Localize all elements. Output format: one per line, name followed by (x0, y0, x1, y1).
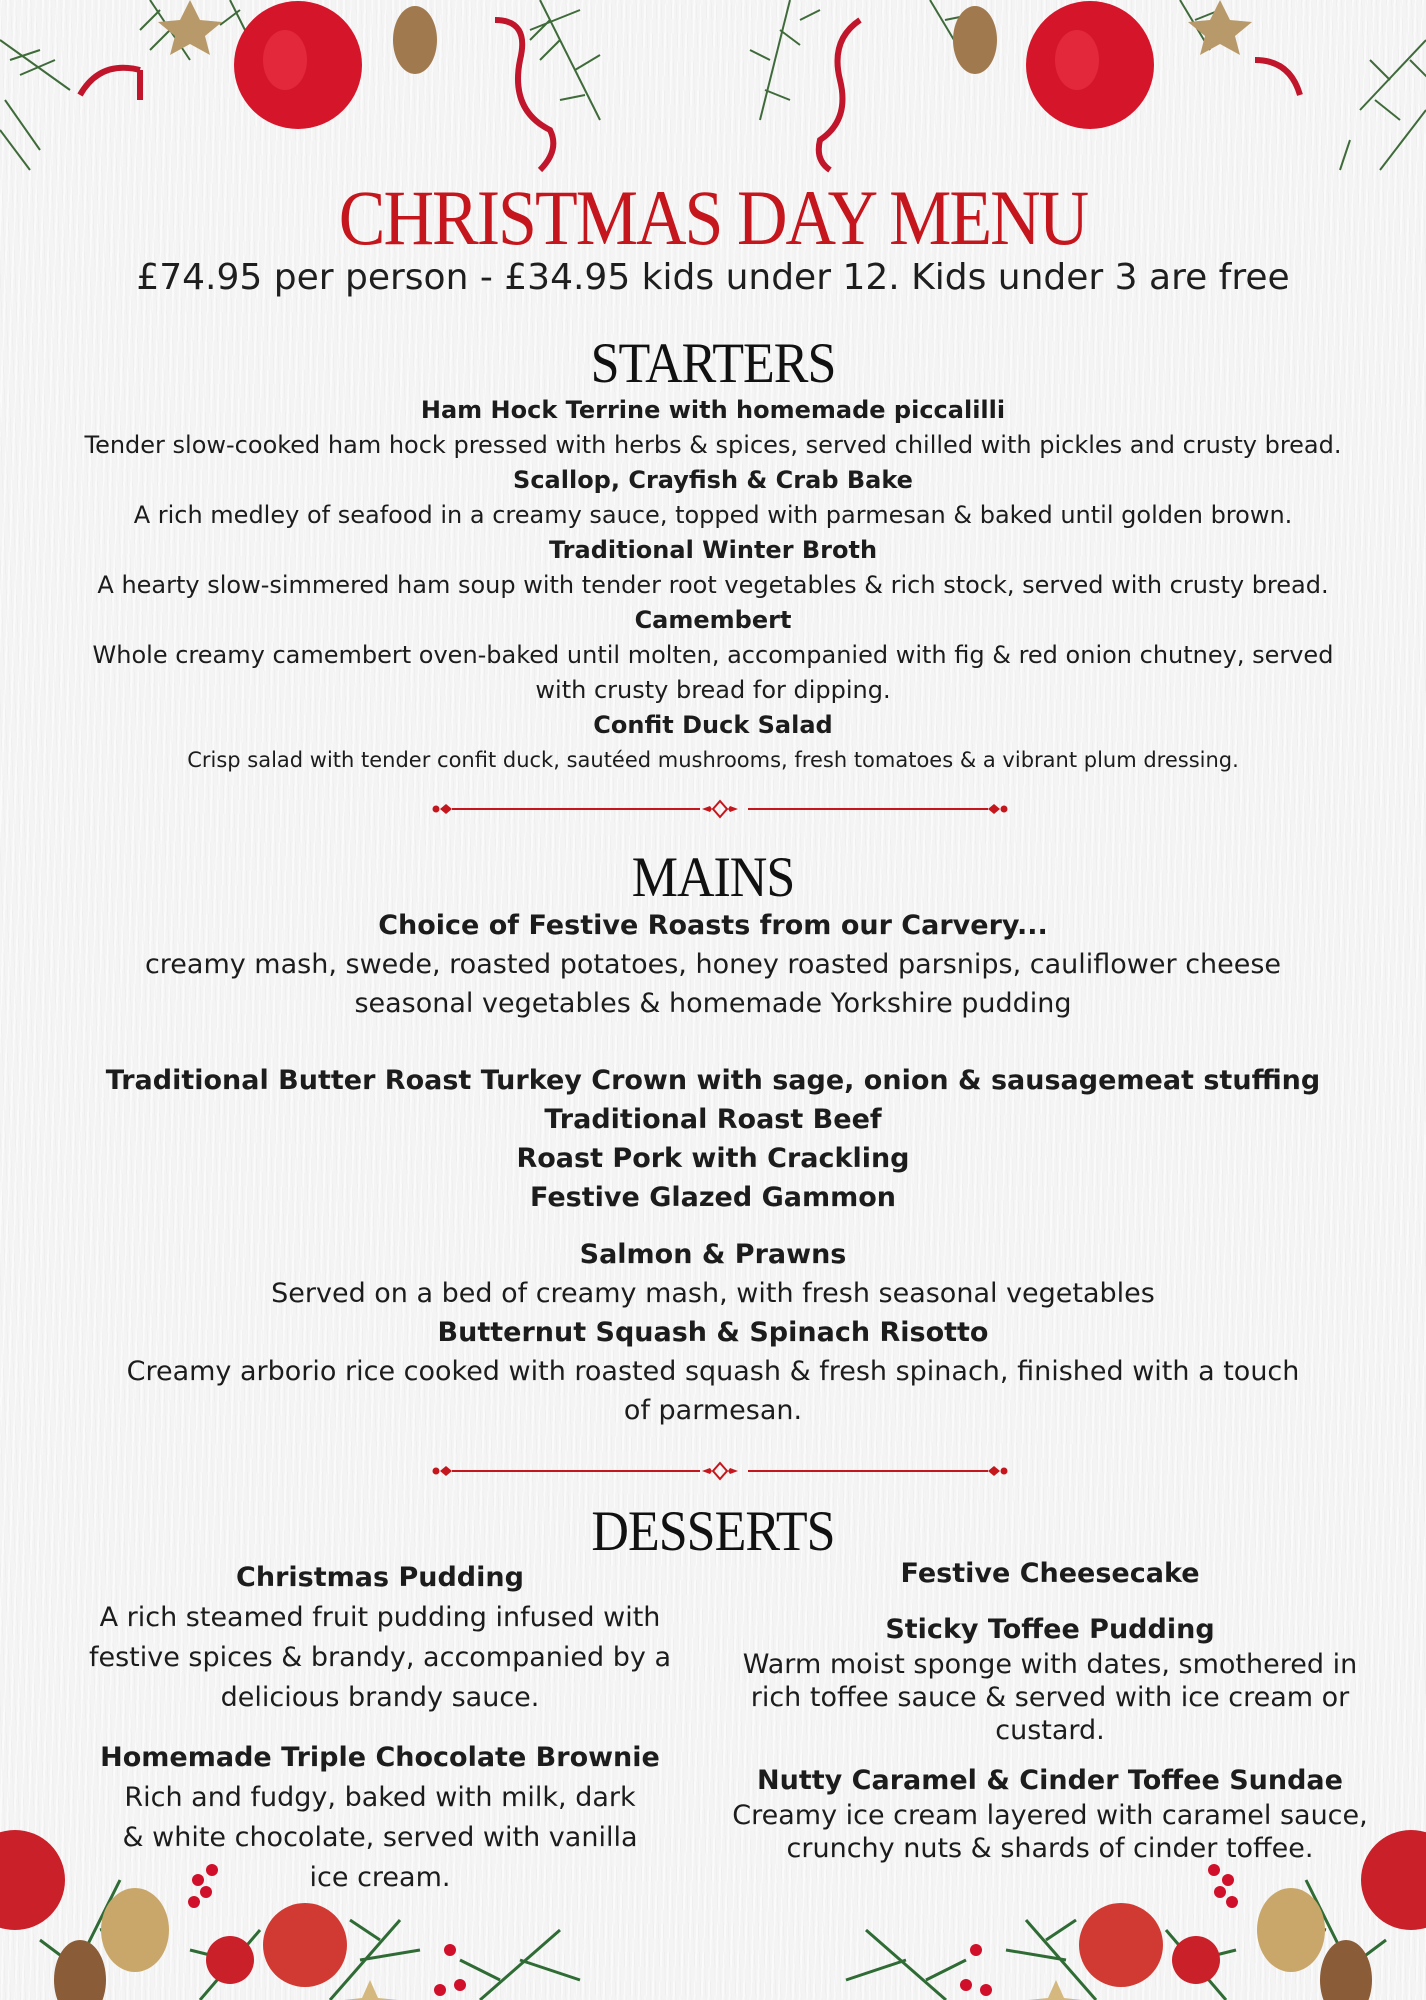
carvery-description-line: seasonal vegetables & homemade Yorkshire pudding (354, 988, 1072, 1019)
main-item (100, 1235, 1326, 1313)
dish-name: Traditional Winter Broth (548, 536, 878, 564)
dish-description: Warm moist sponge with dates, smothered in rich toffee sauce & served with ice cream or custard. (742, 1649, 1358, 1746)
red-bauble-icon (234, 1, 1154, 129)
gold-bauble-icon (1257, 1888, 1325, 1972)
dessert-item (720, 1556, 1380, 1592)
main-item (100, 1313, 1326, 1430)
starter-item (60, 463, 1366, 533)
gold-star-icon (1028, 1980, 1082, 2000)
dish-name: Butternut Squash & Spinach Risotto (437, 1317, 989, 1348)
dish-description: A rich medley of seafood in a creamy sauce, topped with parmesan & baked until golden brown. (133, 501, 1293, 529)
roast-item: Traditional Butter Roast Turkey Crown with sage, onion & sausagemeat stuffing (105, 1065, 1321, 1096)
dish-name: Ham Hock Terrine with homemade piccalilli (420, 396, 1006, 424)
dish-name: Sticky Toffee Pudding (885, 1614, 1215, 1645)
starters-list (0, 393, 1426, 778)
dish-description: Tender slow-cooked ham hock pressed with herbs & spices, served chilled with pickles and crusty bread. (84, 431, 1342, 459)
ornamental-divider (430, 1461, 1010, 1481)
desserts-heading: DESSERTS (591, 1500, 835, 1564)
gold-star-icon (344, 1980, 398, 2000)
dish-description: A hearty slow-simmered ham soup with tender root vegetables & rich stock, served with crusty bread. (97, 571, 1329, 599)
pinecone-icon (393, 6, 997, 74)
carvery-title: Choice of Festive Roasts from our Carvery... (378, 910, 1048, 941)
bottom-left-garland-decoration (0, 1810, 600, 2000)
gold-bauble-icon (101, 1888, 169, 1972)
starters-heading: STARTERS (590, 332, 836, 396)
dish-description: Crisp salad with tender confit duck, sautéed mushrooms, fresh tomatoes & a vibrant plum dressing. (187, 748, 1239, 772)
red-bauble-icon (1079, 1830, 1426, 1987)
dessert-item (50, 1558, 710, 1718)
ornamental-divider (430, 799, 1010, 819)
pinecone-icon (54, 1940, 106, 2000)
dish-description: Whole creamy camembert oven-baked until molten, accompanied with fig & red onion chutney, served with crusty bread for dipping. (92, 641, 1334, 704)
dish-name: Camembert (634, 606, 792, 634)
dish-name: Salmon & Prawns (579, 1239, 847, 1270)
dish-description: Creamy arborio rice cooked with roasted squash & fresh spinach, finished with a touch of parmesan. (126, 1356, 1300, 1426)
carvery-description-line: creamy mash, swede, roasted potatoes, honey roasted parsnips, cauliflower cheese (144, 949, 1282, 980)
dish-name: Confit Duck Salad (593, 711, 833, 739)
starter-item (60, 533, 1366, 603)
roast-item: Festive Glazed Gammon (529, 1182, 897, 1213)
dish-description: Creamy ice cream layered with caramel sauce, crunchy nuts & shards of cinder toffee. (732, 1800, 1368, 1864)
dish-description: Rich and fudgy, baked with milk, dark & white chocolate, served with vanilla ice cream. (122, 1782, 638, 1893)
starter-item (60, 708, 1366, 778)
dish-description: A rich steamed fruit pudding infused with festive spices & brandy, accompanied by a delicious brandy sauce. (88, 1602, 671, 1713)
starter-item (60, 393, 1366, 463)
price-line: £74.95 per person - £34.95 kids under 12. Kids under 3 are free (136, 257, 1290, 298)
red-bauble-icon (0, 1830, 347, 1987)
bottom-right-garland-decoration (826, 1810, 1426, 2000)
dish-description: Served on a bed of creamy mash, with fresh seasonal vegetables (271, 1278, 1155, 1309)
dish-name: Nutty Caramel & Cinder Toffee Sundae (757, 1765, 1343, 1796)
dish-name: Scallop, Crayfish & Crab Bake (513, 466, 913, 494)
dish-name: Christmas Pudding (236, 1562, 524, 1593)
menu-title: CHRISTMAS DAY MENU (338, 175, 1088, 262)
mains-list (0, 906, 1426, 1430)
dish-name: Homemade Triple Chocolate Brownie (100, 1742, 660, 1773)
mains-heading: MAINS (631, 846, 795, 910)
pinecone-icon (1320, 1940, 1372, 2000)
roast-item: Traditional Roast Beef (544, 1104, 882, 1135)
dessert-item (720, 1612, 1380, 1747)
top-pine-garland-decoration (0, 0, 1426, 190)
starter-item (60, 603, 1366, 708)
dish-name: Festive Cheesecake (900, 1558, 1200, 1589)
roast-item: Roast Pork with Crackling (516, 1143, 910, 1174)
